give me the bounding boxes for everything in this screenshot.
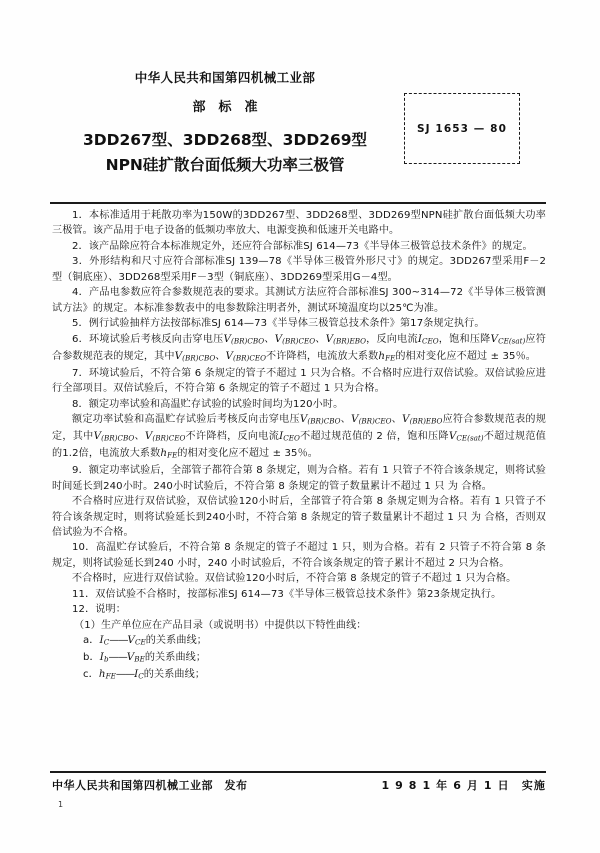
clause-8b-text-f: 的相对变化应不超过 ± 35％。 [177, 448, 319, 460]
var-vce-sat-2: $V_{CE(sat)}$ [448, 430, 484, 443]
curve-c-suffix: 的关系曲线； [143, 669, 206, 681]
standard-title-line-2: NPN硅扩散台面低频大功率三极管 [105, 156, 345, 174]
clause-6-text-f: 的相对变化应不超过 ± 35％。 [395, 350, 537, 362]
sep-6: 、 [134, 431, 145, 443]
clause-8b-text-e: 不超过规范值的1.2倍，电流放大系数 [52, 431, 546, 460]
var-vbe-b: $V_{BE}$ [126, 651, 145, 664]
var-iceo: $I_{CEO}$ [417, 332, 439, 346]
curve-b-dash: —— [108, 652, 127, 664]
document-footer [52, 776, 546, 794]
clause-9-continued: 不合格时应进行双倍试验，双倍试验120小时后，全部管子符合第 8 条规定则为合格。若有 1 只管子不符合该条规定时，则将试验延长到240小时，不符合第 8 条规定的管子数量累计不超过 1 只 为 合格，否则双倍试验为不合格。 [52, 496, 546, 538]
clause-8b-text-a: 额定功率试验和高温贮存试验后考核反向击穿电压 [72, 414, 300, 426]
var-vbr-cbo-4: $V_{(BR)CBO}$ [93, 430, 135, 443]
curve-b-suffix: 的关系曲线； [144, 652, 207, 664]
clause-11: 11．双倍试验不合格时，按部标准SJ 614—73《半导体三极管总技术条件》第23条规定执行。 [72, 588, 502, 600]
clause-3: 3．外形结构和尺寸应符合部标准SJ 139—78《半导体三极管外形尺寸》的规定。3DD267型采用F－2型（铜底座）、3DD268型采用F－3型（铜底座）、3DD269型采用G－4型。 [52, 256, 546, 283]
clause-1: 1．本标准适用于耗散功率为150W的3DD267型、3DD268型、3DD269型NPN硅扩散台面低频大功率三极管。该产品用于电子设备的低频功率放大、电源变换和低速开关电路中。 [52, 210, 546, 237]
curve-item-a [52, 633, 546, 650]
clause-9: 9．额定功率试验后，全部管子都符合第 8 条规定，则为合格。若有 1 只管子不符合该条规定，则将试验时间延长到240小时。240小时试验后，不符合第 8 条规定的管子数量累计不超过 1 只 为 合格。 [52, 465, 546, 492]
sep-1: 、 [264, 333, 275, 345]
footer-divider-rule [50, 771, 546, 773]
curve-a-marker: a． [83, 635, 100, 647]
curve-b-marker: b． [83, 652, 100, 664]
clause-8: 8．额定功率试验和高温贮存试验的试验时间均为120小时。 [72, 398, 344, 410]
clause-5: 5．例行试验抽样方法按部标准SJ 614—73《半导体三极管总技术条件》第17条规定执行。 [72, 318, 485, 330]
standard-title-line-1: 3DD267型、3DD268型、3DD269型 [82, 131, 368, 149]
document-type: 部标准 [192, 100, 271, 115]
curve-item-c [52, 667, 546, 684]
header-divider-rule [50, 202, 546, 204]
curve-c-dash: —— [115, 669, 135, 681]
clause-6-text-b: ，反向电流 [366, 333, 418, 345]
curve-item-b [52, 650, 546, 667]
document-header [50, 70, 550, 195]
sep-4: 、 [340, 414, 351, 426]
curve-c-marker: c． [83, 669, 99, 681]
clause-6-text-a: 6．环境试验后考核反向击穿电压 [72, 333, 224, 345]
var-vbr-ceo-3: $V_{(BR)CEO}$ [351, 413, 392, 426]
footer-issuer: 中华人民共和国第四机械工业部 发布 [52, 779, 248, 792]
var-vce-sat: $V_{CE(sat)}$ [490, 332, 526, 346]
var-vbr-ceo-4: $V_{(BR)CEO}$ [144, 430, 186, 443]
page-number: 1 [58, 800, 64, 809]
var-vbr-ebo-2: $V_{(BR)EBO}$ [402, 413, 443, 426]
ministry-name: 中华人民共和国第四机械工业部 [134, 70, 316, 85]
var-hfe: $h_{FE}$ [378, 349, 396, 363]
clause-12: 12．说明： [72, 604, 126, 616]
clause-4: 4．产品电参数应符合参数规范表的要求。其测试方法应符合部标准SJ 300~314—72《半导体三极管测试方法》的规定。本标准参数表中的电参数除注明者外，测试环境温度均以25℃为准。 [52, 287, 546, 314]
var-hfe-c: $h_{FE}$ [98, 668, 116, 681]
document-body [52, 208, 546, 684]
var-ic-a: $I_C$ [99, 634, 110, 647]
clause-12-note-1: （1）生产单位应在产品目录（或说明书）中提供以下特性曲线： [74, 619, 367, 631]
var-iceo-2: $I_{CEO}$ [279, 430, 300, 443]
clause-10-continued: 不合格时，应进行双倍试验。双倍试验120小时后，不符合第 8 条规定的管子不超过 1 只为合格。 [72, 573, 517, 585]
var-ib-b: $I_b$ [99, 651, 109, 664]
sep-5: 、 [391, 414, 403, 426]
clause-8-continued [52, 412, 546, 463]
clause-6-text-e: 不许降档，电流放大系数 [265, 350, 379, 362]
clause-2: 2．该产品除应符合本标准规定外，还应符合部标准SJ 614—73《半导体三极管总技术条件》的规定。 [72, 240, 533, 252]
var-vbr-cbo: $V_{(BR)CBO}$ [223, 332, 265, 346]
curve-a-suffix: 的关系曲线； [145, 635, 208, 647]
curve-a-dash: —— [109, 635, 128, 647]
var-vbr-cbo-2: $V_{(BR)CBO}$ [174, 349, 216, 363]
standard-number-box [404, 93, 520, 164]
var-ic-c: $I_C$ [134, 668, 144, 681]
clause-6-text-c: ，饱和压降 [438, 333, 491, 345]
clause-8b-text-c: 不许降档，反向电流 [185, 431, 280, 443]
footer-effective-date: 1 9 8 1 年 6 月 1 日 实施 [381, 779, 546, 792]
clause-6-text-d: 应符合参数规范表的规定，其中 [52, 333, 546, 362]
clause-8b-text-d: 不超过规范值的 2 倍，饱和压降 [299, 431, 449, 443]
clause-8b-text-b: 应符合参数规范表的规定，其中 [52, 414, 546, 443]
sep-3: 、 [215, 350, 226, 362]
var-vbr-cbo-3: $V_{(BR)CBO}$ [299, 413, 341, 426]
clause-7: 7．环境试验后，不符合第 6 条规定的管子不超过 1 只为合格。不合格时应进行双倍试验。双倍试验应进行全部项目。双倍试验后，不符合第 6 条规定的管子不超过 1 只为合格。 [52, 367, 546, 395]
var-vce-a: $V_{CE}$ [127, 634, 146, 647]
sep-2: 、 [315, 333, 326, 345]
var-hfe-2: $h_{FE}$ [160, 447, 178, 460]
header-center-block [50, 70, 400, 177]
clause-10: 10．高温贮存试验后，不符合第 8 条规定的管子不超过 1 只，则为合格。若有 2 只管子不符合第 8 条规定，则将试验延长到240 小时，240 小时试验后，不符合该条规定的管子累计不超过 2 只为合格。 [52, 542, 546, 569]
var-vbr-ceo-2: $V_{(BR)CEO}$ [225, 349, 266, 363]
var-vbr-ceo: $V_{(BR)CEO}$ [274, 332, 316, 346]
standard-number: SJ 1653 — 80 [417, 122, 507, 135]
clause-6 [52, 332, 546, 366]
var-vbr-ebo: $V_{(BR)EBO}$ [325, 332, 366, 346]
